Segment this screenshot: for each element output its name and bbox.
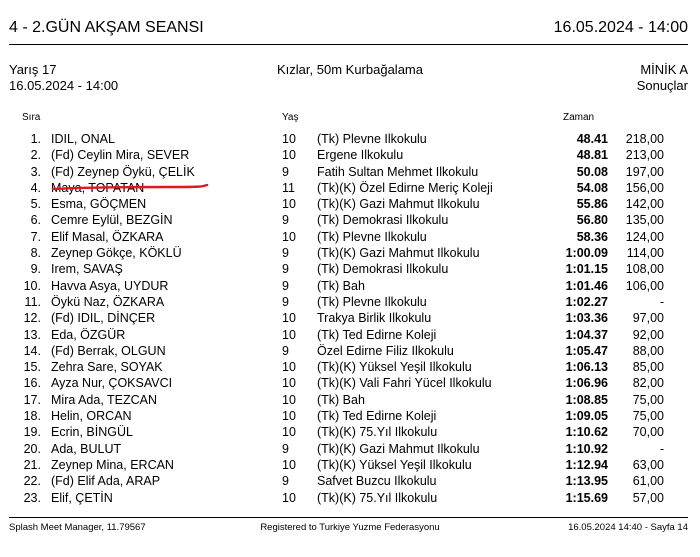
footer-software: Splash Meet Manager, 11.79567: [9, 522, 146, 533]
points: 156,00: [625, 180, 664, 195]
points: 124,00: [625, 229, 664, 244]
table-row: [0, 196, 700, 212]
swimmer-age: 9: [282, 262, 289, 277]
swim-time: 1:01.15: [565, 262, 608, 277]
event-number: Yarış 17: [9, 62, 57, 77]
club-name: (Tk)(K) 75.Yıl Ilkokulu: [317, 425, 438, 440]
swimmer-name: Ada, BULUT: [51, 441, 122, 456]
swimmer-name: Elif Masal, ÖZKARA: [51, 229, 164, 244]
table-row: [0, 441, 700, 457]
table-row: [0, 359, 700, 375]
result-rank: 16.: [23, 376, 41, 391]
result-rank: 2.: [30, 148, 41, 163]
swimmer-age: 9: [282, 343, 289, 358]
swimmer-name: (Fd) IDIL, DİNÇER: [51, 311, 156, 326]
result-rank: 23.: [23, 490, 41, 505]
result-rank: 17.: [23, 392, 41, 407]
result-rank: 11.: [24, 294, 41, 309]
session-datetime: 16.05.2024 - 14:00: [553, 19, 688, 36]
table-row: [0, 212, 700, 228]
swimmer-name: Helin, ORCAN: [51, 409, 132, 424]
event-info-right: [637, 62, 688, 94]
table-row: [0, 229, 700, 245]
swimmer-name: Öykü Naz, ÖZKARA: [51, 294, 165, 309]
result-rank: 21.: [23, 457, 41, 472]
result-rank: 9.: [30, 262, 41, 277]
swim-time: 1:04.37: [565, 327, 608, 342]
points: 61,00: [632, 474, 664, 489]
points: 114,00: [626, 246, 664, 261]
points: 63,00: [632, 457, 664, 472]
result-rank: 1.: [30, 132, 41, 146]
result-rank: 4.: [30, 180, 41, 195]
club-name: (Tk)(K) Gazi Mahmut Ilkokulu: [317, 197, 480, 212]
table-row: [0, 278, 700, 294]
result-rank: 20.: [23, 441, 41, 456]
swimmer-age: 9: [282, 474, 289, 489]
event-name: Kızlar, 50m Kurbağalama: [277, 62, 423, 77]
club-name: (Tk)(K) Yüksel Yeşil Ilkokulu: [317, 457, 472, 472]
club-name: Ergene Ilkokulu: [317, 148, 404, 163]
swimmer-age: 10: [282, 327, 296, 342]
swimmer-age: 10: [282, 409, 296, 424]
points: 88,00: [632, 343, 664, 358]
table-row: [0, 424, 700, 440]
points: 135,00: [625, 213, 664, 228]
swim-time: 58.36: [576, 229, 608, 244]
table-row: [0, 147, 700, 163]
swimmer-name: (Fd) Zeynep Öykü, ÇELİK: [51, 164, 195, 179]
footer-divider: [9, 517, 688, 518]
session-title: 4 - 2.GÜN AKŞAM SEANSI: [9, 19, 204, 36]
table-row: [0, 327, 700, 343]
swimmer-name: Cemre Eylül, BEZGİN: [51, 213, 173, 228]
swimmer-age: 10: [282, 197, 296, 212]
club-name: (Tk) Ted Edirne Koleji: [317, 327, 437, 342]
swimmer-name: Irem, SAVAŞ: [51, 262, 123, 277]
table-row: [0, 310, 700, 326]
column-header-time: Zaman: [563, 112, 595, 123]
column-header-rank: Sıra: [22, 112, 41, 123]
points: 218,00: [625, 132, 664, 146]
swimmer-name: Elif, ÇETİN: [51, 490, 113, 505]
result-rank: 22.: [23, 474, 41, 489]
table-row: [0, 457, 700, 473]
club-name: (Tk)(K) Özel Edirne Meriç Koleji: [317, 180, 493, 195]
swimmer-age: 11: [282, 180, 295, 195]
club-name: (Tk)(K) Gazi Mahmut Ilkokulu: [317, 246, 480, 261]
points: 75,00: [632, 409, 664, 424]
swimmer-age: 10: [282, 311, 296, 326]
table-row: [0, 131, 700, 147]
club-name: (Tk)(K) Vali Fahri Yücel Ilkokulu: [317, 376, 492, 391]
result-rank: 14.: [23, 343, 41, 358]
swim-time: 1:08.85: [565, 392, 608, 407]
result-rank: 13.: [23, 327, 41, 342]
table-row: [0, 392, 700, 408]
club-name: (Tk) Bah: [317, 278, 365, 293]
club-name: (Tk) Ted Edirne Koleji: [317, 409, 437, 424]
result-rank: 6.: [30, 213, 41, 228]
swimmer-name: Zeynep Gökçe, KÖKLÜ: [51, 246, 182, 261]
swimmer-age: 10: [282, 490, 296, 505]
swimmer-name: Zehra Sare, SOYAK: [51, 360, 163, 375]
points: 92,00: [632, 327, 664, 342]
club-name: (Tk) Plevne Ilkokulu: [317, 132, 427, 146]
table-row: [0, 343, 700, 359]
result-rank: 12.: [23, 311, 41, 326]
footer-registration: Registered to Turkiye Yuzme Federasyonu: [260, 522, 440, 533]
club-name: (Tk) Bah: [317, 392, 365, 407]
swimmer-age: 10: [282, 148, 296, 163]
results-table: [0, 131, 700, 506]
swimmer-age: 10: [282, 392, 296, 407]
points: -: [659, 441, 664, 456]
swim-time: 48.41: [576, 132, 608, 146]
table-row: [0, 164, 700, 180]
swim-time: 1:15.69: [565, 490, 608, 505]
swimmer-age: 9: [282, 278, 289, 293]
swim-time: 1:09.05: [565, 409, 608, 424]
footer-page-info: 16.05.2024 14:40 - Sayfa 14: [568, 522, 688, 533]
club-name: (Tk) Demokrasi Ilkokulu: [317, 262, 449, 277]
table-row: [0, 473, 700, 489]
result-rank: 19.: [23, 425, 41, 440]
swimmer-age: 9: [282, 213, 289, 228]
swim-time: 1:05.47: [565, 343, 608, 358]
points: 85,00: [632, 360, 664, 375]
swim-time: 1:03.36: [565, 311, 608, 326]
club-name: (Tk)(K) 75.Yıl Ilkokulu: [317, 490, 438, 505]
swim-time: 1:10.62: [565, 425, 608, 440]
points: -: [659, 294, 664, 309]
points: 213,00: [625, 148, 664, 163]
swim-time: 56.80: [576, 213, 608, 228]
table-row: [0, 180, 700, 196]
points: 97,00: [632, 311, 664, 326]
club-name: (Tk)(K) Gazi Mahmut Ilkokulu: [317, 441, 480, 456]
result-rank: 3.: [30, 164, 41, 179]
column-header-age: Yaş: [282, 112, 299, 123]
swim-time: 1:06.96: [565, 376, 608, 391]
swim-time: 1:10.92: [565, 441, 608, 456]
club-name: Özel Edirne Filiz Ilkokulu: [317, 343, 454, 358]
points: 106,00: [625, 278, 664, 293]
swimmer-name: IDIL, ONAL: [51, 132, 115, 146]
header-divider: [9, 44, 688, 45]
swim-time: 48.81: [576, 148, 608, 163]
swimmer-name: Mira Ada, TEZCAN: [51, 392, 158, 407]
result-rank: 8.: [30, 246, 41, 261]
result-rank: 7.: [30, 229, 41, 244]
swimmer-name: Esma, GÖÇMEN: [51, 197, 147, 212]
club-name: (Tk) Plevne Ilkokulu: [317, 229, 427, 244]
club-name: (Tk)(K) Yüksel Yeşil Ilkokulu: [317, 360, 472, 375]
swimmer-name: Ayza Nur, ÇOKSAVCI: [51, 376, 173, 391]
swim-time: 1:06.13: [565, 360, 608, 375]
club-name: Safvet Buzcu Ilkokulu: [317, 474, 437, 489]
points: 197,00: [625, 164, 664, 179]
swim-time: 1:13.95: [565, 474, 608, 489]
swimmer-name: (Fd) Berrak, OLGUN: [51, 343, 166, 358]
event-date: 16.05.2024 - 14:00: [9, 78, 119, 93]
club-name: (Tk) Demokrasi Ilkokulu: [317, 213, 449, 228]
swim-time: 1:02.27: [565, 294, 608, 309]
swimmer-name: Havva Asya, UYDUR: [51, 278, 169, 293]
event-category: MİNİK A: [640, 62, 688, 77]
table-row: [0, 294, 700, 310]
club-name: (Tk) Plevne Ilkokulu: [317, 294, 427, 309]
swimmer-name: Eda, ÖZGÜR: [51, 327, 126, 342]
swimmer-name: Ecrin, BİNGÜL: [51, 425, 133, 440]
swimmer-age: 10: [282, 457, 296, 472]
table-row: [0, 490, 700, 506]
swimmer-age: 10: [282, 229, 296, 244]
swim-time: 1:01.46: [565, 278, 608, 293]
swimmer-age: 9: [282, 441, 289, 456]
results-label: Sonuçlar: [636, 78, 688, 93]
points: 75,00: [632, 392, 664, 407]
swimmer-age: 10: [282, 360, 296, 375]
swimmer-age: 9: [282, 294, 289, 309]
table-row: [0, 375, 700, 391]
points: 108,00: [625, 262, 664, 277]
swim-time: 1:00.09: [565, 246, 608, 261]
result-rank: 18.: [23, 409, 41, 424]
points: 142,00: [625, 197, 664, 212]
swimmer-age: 10: [282, 376, 296, 391]
club-name: Trakya Birlik Ilkokulu: [317, 311, 432, 326]
table-row: [0, 261, 700, 277]
swimmer-name: Zeynep Mina, ERCAN: [51, 457, 174, 472]
swimmer-age: 9: [282, 246, 289, 261]
table-row: [0, 408, 700, 424]
swimmer-name: (Fd) Ceylin Mira, SEVER: [51, 148, 190, 163]
swimmer-name: (Fd) Elif Ada, ARAP: [51, 474, 161, 489]
swim-time: 50.08: [576, 164, 608, 179]
points: 57,00: [632, 490, 664, 505]
swim-time: 1:12.94: [565, 457, 608, 472]
swim-time: 54.08: [576, 180, 608, 195]
result-rank: 15.: [23, 360, 41, 375]
result-rank: 5.: [30, 197, 41, 212]
table-row: [0, 245, 700, 261]
swimmer-age: 10: [282, 132, 296, 146]
swimmer-age: 10: [282, 425, 296, 440]
club-name: Fatih Sultan Mehmet Ilkokulu: [317, 164, 479, 179]
points: 82,00: [632, 376, 664, 391]
swimmer-age: 9: [282, 164, 289, 179]
result-rank: 10.: [23, 278, 41, 293]
swimmer-name: Maya, TOPATAN: [51, 180, 145, 195]
swim-time: 55.86: [576, 197, 608, 212]
points: 70,00: [632, 425, 664, 440]
